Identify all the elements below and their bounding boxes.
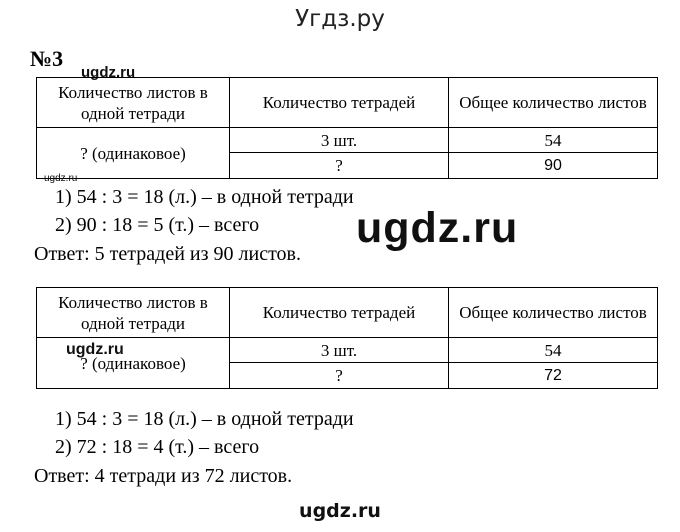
cell-count: ? <box>230 153 449 179</box>
watermark-tiny: ugdz.ru <box>44 173 78 184</box>
table-row <box>37 128 658 153</box>
cell-count: 3 шт. <box>230 338 449 363</box>
cell-total: 72 <box>449 363 658 389</box>
cell-total: 54 <box>449 338 658 363</box>
header-total-sheets: Общее количество листов <box>449 78 658 128</box>
task-number: №3 <box>30 46 64 71</box>
site-title: Угдз.ру <box>295 6 385 32</box>
cell-unknown-same: ? (одинаковое) <box>37 338 230 389</box>
table-2 <box>36 287 658 389</box>
watermark-small: ugdz.ru <box>81 64 136 81</box>
solution-1-answer: Ответ: 5 тетрадей из 90 листов. <box>34 243 302 265</box>
cell-total: 54 <box>449 128 658 153</box>
header-sheets-per-notebook: Количество листов в одной тетради <box>37 288 230 338</box>
header-sheets-per-notebook: Количество листов в одной тетради <box>37 78 230 128</box>
cell-count: 3 шт. <box>230 128 449 153</box>
cell-total: 90 <box>449 153 658 179</box>
cell-unknown-same: ? (одинаковое) <box>37 128 230 179</box>
solution-1-step-1: 1) 54 : 3 = 18 (л.) – в одной тетради <box>55 186 354 208</box>
header-notebook-count: Количество тетрадей <box>230 288 449 338</box>
cell-count: ? <box>230 363 449 389</box>
footer-watermark: ugdz.ru <box>299 500 381 522</box>
table-header-row <box>37 288 658 338</box>
solution-2-step-2: 2) 72 : 18 = 4 (т.) – всего <box>55 436 260 458</box>
header-notebook-count: Количество тетрадей <box>230 78 449 128</box>
watermark-small: ugdz.ru <box>66 341 124 358</box>
solution-2-answer: Ответ: 4 тетради из 72 листов. <box>34 465 293 487</box>
header-total-sheets: Общее количество листов <box>449 288 658 338</box>
watermark-large: ugdz.ru <box>356 204 519 252</box>
solution-2-step-1: 1) 54 : 3 = 18 (л.) – в одной тетради <box>55 408 354 430</box>
table-header-row <box>37 78 658 128</box>
table-1 <box>36 77 658 179</box>
table-row <box>37 338 658 363</box>
solution-1-step-2: 2) 90 : 18 = 5 (т.) – всего <box>55 214 260 236</box>
